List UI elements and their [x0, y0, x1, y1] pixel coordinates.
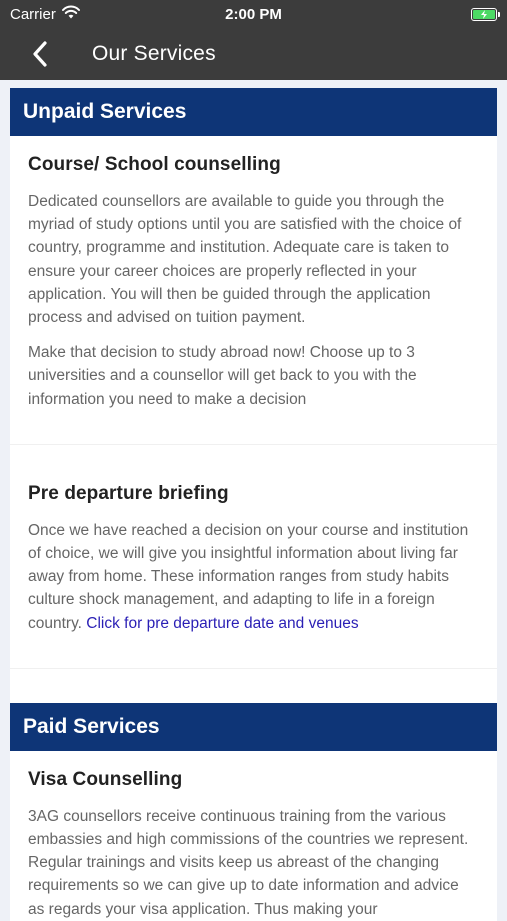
battery-icon	[471, 8, 497, 21]
carrier-label: Carrier	[10, 5, 56, 23]
service-description-text: Once we have reached a decision on your course and institution of choice, we will give you insightful information about living far away from home. These information ranges from study habits culture shock management, and adapting to life in a foreign country.	[28, 521, 469, 632]
chevron-left-icon	[32, 41, 48, 67]
back-button[interactable]	[22, 28, 58, 80]
service-description: Make that decision to study abroad now! Choose up to 3 universities and a counsellor will get back to you with the information you need to make a decision	[28, 344, 417, 408]
wifi-icon	[62, 6, 80, 23]
service-card-visa-counselling	[10, 751, 497, 921]
service-title: Course/ School counselling	[28, 154, 281, 175]
spacer	[10, 445, 497, 465]
divider	[10, 647, 497, 669]
section-header-unpaid: Unpaid Services	[10, 88, 497, 136]
page-title: Our Services	[92, 42, 216, 65]
status-time: 2:00 PM	[225, 5, 282, 23]
spacer	[10, 669, 497, 703]
navigation-bar	[0, 28, 507, 80]
pre-departure-link[interactable]: Click for pre departure date and venues	[86, 614, 359, 632]
service-description	[28, 519, 479, 635]
divider	[10, 423, 497, 445]
section-header-paid: Paid Services	[10, 703, 497, 751]
service-description: Dedicated counsellors are available to guide you through the myriad of study options until you are satisfied with the choice of country, programme and institution. Adequate care is taken to ensure your career choices are properly reflected in your application. You will then be guided through the application process and advised on tuition payment.	[28, 193, 462, 327]
service-title: Visa Counselling	[28, 768, 183, 790]
service-card-course-counselling	[10, 136, 497, 445]
services-scroll-view[interactable]	[0, 80, 507, 918]
service-title: Pre departure briefing	[28, 482, 229, 504]
service-description: 3AG counsellors receive continuous training from the various embassies and high commissions of the countries we represent. Regular trainings and visits keep us abreast of the changing requirements so we can give up to date information and advice as regards your visa application. Thus making your	[28, 807, 469, 918]
status-bar	[0, 0, 507, 28]
service-card-pre-departure	[10, 465, 497, 669]
status-left	[10, 6, 80, 23]
